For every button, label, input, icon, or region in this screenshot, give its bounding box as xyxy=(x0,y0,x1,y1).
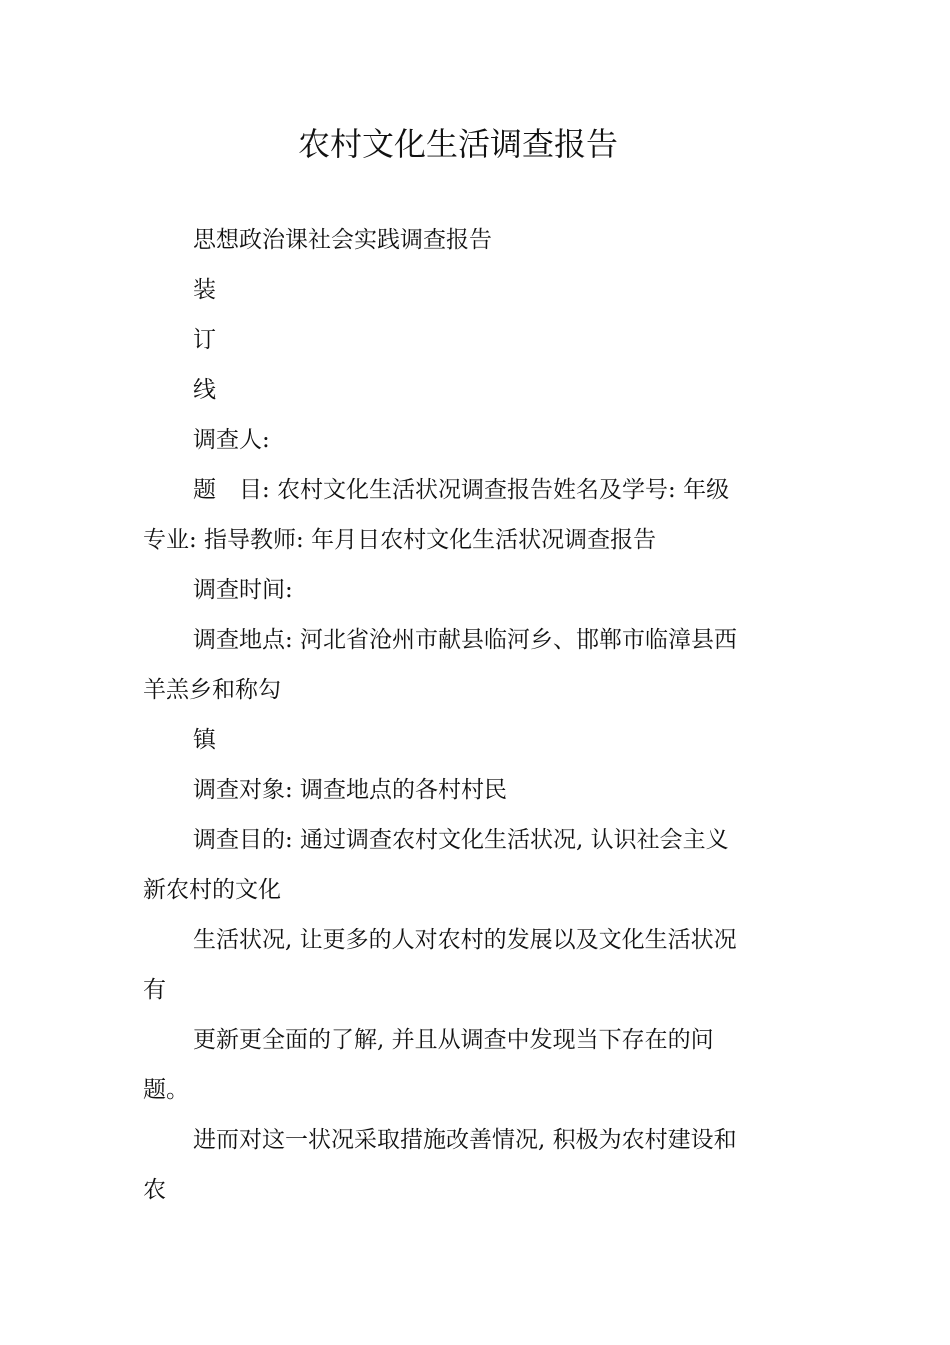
paragraph-survey-time: 调查时间: xyxy=(193,577,293,603)
paragraph-report-type: 思想政治课社会实践调查报告 xyxy=(193,227,492,253)
paragraph-binding-mark-1: 装 xyxy=(193,277,216,303)
document-title: 农村文化生活调查报告 xyxy=(297,125,618,163)
paragraph-purpose-continued-2: 更新更全面的了解, 并且从调查中发现当下存在的问题。 xyxy=(143,1027,714,1103)
paragraph-purpose-continued-3: 进而对这一状况采取措施改善情况, 积极为农村建设和农 xyxy=(143,1127,737,1203)
paragraph-survey-purpose: 调查目的: 通过调查农村文化生活状况, 认识社会主义新农村的文化 xyxy=(143,827,729,903)
paragraph-binding-mark-3: 线 xyxy=(193,377,216,403)
paragraph-survey-subjects: 调查对象: 调查地点的各村村民 xyxy=(193,777,508,803)
document-body xyxy=(143,215,748,1215)
paragraph-binding-mark-2: 订 xyxy=(193,327,216,353)
paragraph-survey-location: 调查地点: 河北省沧州市献县临河乡、邯郸市临漳县西羊羔乡和称勾 xyxy=(143,627,738,703)
paragraph-investigator: 调查人: xyxy=(193,427,270,453)
paragraph-purpose-continued-1: 生活状况, 让更多的人对农村的发展以及文化生活状况有 xyxy=(143,927,737,1003)
paragraph-topic: 题 目: 农村文化生活状况调查报告姓名及学号: 年级专业: 指导教师: 年月日农村文化生活状况调查报告 xyxy=(143,477,730,553)
paragraph-location-continued: 镇 xyxy=(193,727,216,753)
